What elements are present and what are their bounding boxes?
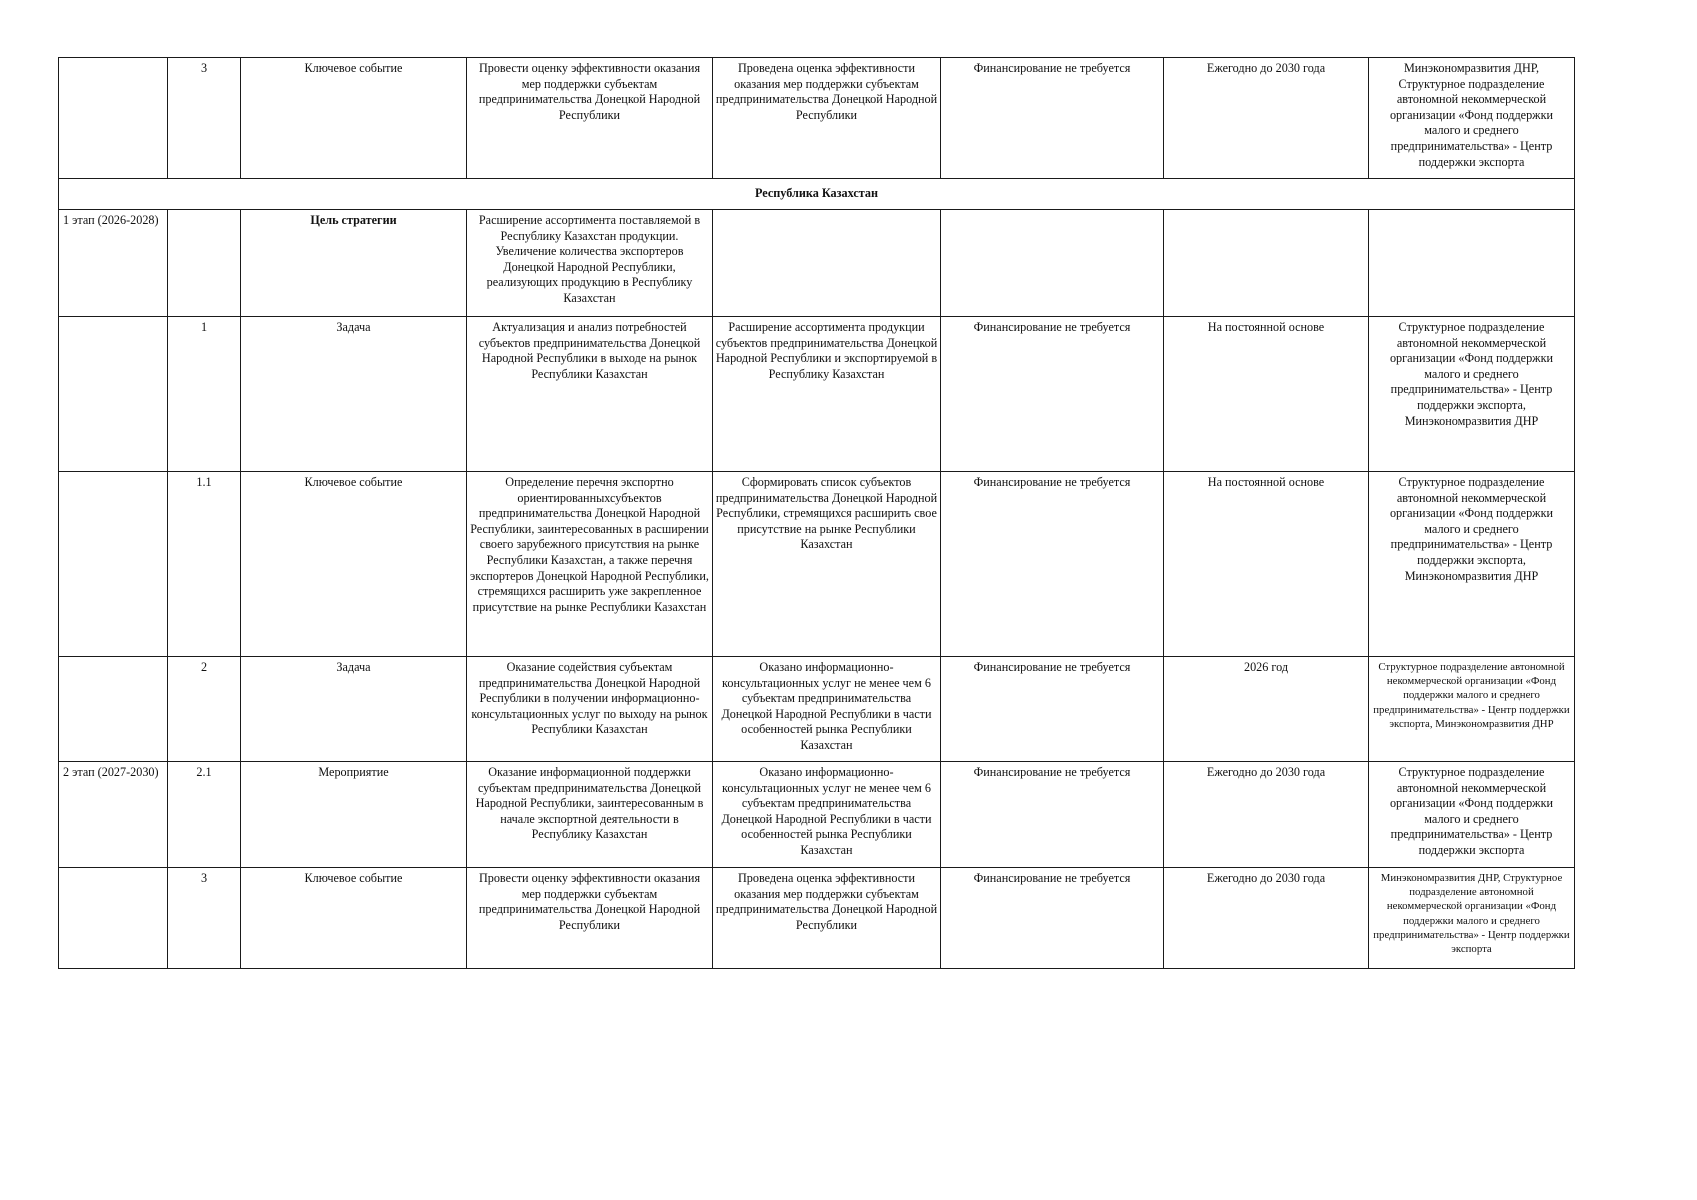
term-cell: Ежегодно до 2030 года bbox=[1164, 868, 1369, 969]
description-cell: Провести оценку эффективности оказания мер поддержки субъектам предпринимательства Донецкой Народной Республики bbox=[467, 58, 713, 179]
type-cell: Ключевое событие bbox=[241, 58, 467, 179]
responsible-cell: Структурное подразделение автономной некоммерческой организации «Фонд поддержки малого и среднего предпринимательства» - Центр поддержки экспорта, Минэкономразвития ДНР bbox=[1369, 472, 1575, 657]
funding-cell: Финансирование не требуется bbox=[941, 762, 1164, 868]
responsible-cell: Минэкономразвития ДНР, Структурное подразделение автономной некоммерческой организации «Фонд поддержки малого и среднего предпринимательства» - Центр поддержки экспорта bbox=[1369, 58, 1575, 179]
responsible-cell: Структурное подразделение автономной некоммерческой организации «Фонд поддержки малого и среднего предпринимательства» - Центр поддержки экспорта bbox=[1369, 762, 1575, 868]
funding-cell: Финансирование не требуется bbox=[941, 58, 1164, 179]
number-cell bbox=[168, 210, 241, 317]
number-cell: 3 bbox=[168, 868, 241, 969]
funding-cell bbox=[941, 210, 1164, 317]
stage-cell bbox=[59, 868, 168, 969]
table-row bbox=[59, 58, 1575, 179]
result-cell: Оказано информационно-консультационных услуг не менее чем 6 субъектам предпринимательства Донецкой Народной Республики в части особенностей рынка Республики Казахстан bbox=[713, 657, 941, 762]
description-cell: Провести оценку эффективности оказания мер поддержки субъектам предпринимательства Донецкой Народной Республики bbox=[467, 868, 713, 969]
responsible-cell bbox=[1369, 210, 1575, 317]
term-cell: На постоянной основе bbox=[1164, 317, 1369, 472]
responsible-cell: Минэкономразвития ДНР, Структурное подразделение автономной некоммерческой организации «Фонд поддержки малого и среднего предпринимательства» - Центр поддержки экспорта bbox=[1369, 868, 1575, 969]
result-cell: Расширение ассортимента продукции субъектов предпринимательства Донецкой Народной Республики и экспортируемой в Республику Казахстан bbox=[713, 317, 941, 472]
funding-cell: Финансирование не требуется bbox=[941, 657, 1164, 762]
description-cell: Оказание содействия субъектам предпринимательства Донецкой Народной Республики в получении информационно-консультационных услуг по выходу на рынок Республики Казахстан bbox=[467, 657, 713, 762]
term-cell: 2026 год bbox=[1164, 657, 1369, 762]
result-cell: Сформировать список субъектов предпринимательства Донецкой Народной Республики, стремящихся расширить свое присутствие на рынке Республики Казахстан bbox=[713, 472, 941, 657]
table-row bbox=[59, 657, 1575, 762]
type-cell: Цель стратегии bbox=[241, 210, 467, 317]
result-cell: Проведена оценка эффективности оказания мер поддержки субъектам предпринимательства Донецкой Народной Республики bbox=[713, 868, 941, 969]
number-cell: 1 bbox=[168, 317, 241, 472]
type-cell: Ключевое событие bbox=[241, 472, 467, 657]
term-cell: Ежегодно до 2030 года bbox=[1164, 762, 1369, 868]
funding-cell: Финансирование не требуется bbox=[941, 868, 1164, 969]
term-cell bbox=[1164, 210, 1369, 317]
result-cell bbox=[713, 210, 941, 317]
description-cell: Оказание информационной поддержки субъектам предпринимательства Донецкой Народной Республики, заинтересованным в начале экспортной деятельности в Республику Казахстан bbox=[467, 762, 713, 868]
result-cell: Оказано информационно-консультационных услуг не менее чем 6 субъектам предпринимательства Донецкой Народной Республики в части особенностей рынка Республики Казахстан bbox=[713, 762, 941, 868]
number-cell: 3 bbox=[168, 58, 241, 179]
funding-cell: Финансирование не требуется bbox=[941, 317, 1164, 472]
description-cell: Расширение ассортимента поставляемой в Республику Казахстан продукции. Увеличение количества экспортеров Донецкой Народной Республики, реализующих продукцию в Республику Казахстан bbox=[467, 210, 713, 317]
number-cell: 1.1 bbox=[168, 472, 241, 657]
term-cell: Ежегодно до 2030 года bbox=[1164, 58, 1369, 179]
section-row bbox=[59, 179, 1575, 210]
table-row bbox=[59, 762, 1575, 868]
type-cell: Мероприятие bbox=[241, 762, 467, 868]
stage-cell: 2 этап (2027-2030) bbox=[59, 762, 168, 868]
type-cell: Задача bbox=[241, 317, 467, 472]
stage-cell bbox=[59, 58, 168, 179]
term-cell: На постоянной основе bbox=[1164, 472, 1369, 657]
description-cell: Актуализация и анализ потребностей субъектов предпринимательства Донецкой Народной Республики в выходе на рынок Республики Казахстан bbox=[467, 317, 713, 472]
plan-table bbox=[58, 57, 1575, 969]
stage-cell bbox=[59, 317, 168, 472]
stage-cell bbox=[59, 472, 168, 657]
funding-cell: Финансирование не требуется bbox=[941, 472, 1164, 657]
table-row bbox=[59, 210, 1575, 317]
table-row bbox=[59, 317, 1575, 472]
type-cell: Задача bbox=[241, 657, 467, 762]
responsible-cell: Структурное подразделение автономной некоммерческой организации «Фонд поддержки малого и среднего предпринимательства» - Центр поддержки экспорта, Минэкономразвития ДНР bbox=[1369, 657, 1575, 762]
number-cell: 2 bbox=[168, 657, 241, 762]
description-cell: Определение перечня экспортно ориентированныхсубъектов предпринимательства Донецкой Народной Республики, заинтересованных в расширении своего зарубежного присутствия на рынке Республики Казахстан, а также перечня экспортеров Донецкой Народной Республики, стремящихся расширить уже закрепленное присутствие на рынке Республики Казахстан bbox=[467, 472, 713, 657]
table-row bbox=[59, 868, 1575, 969]
table-row bbox=[59, 472, 1575, 657]
stage-cell: 1 этап (2026-2028) bbox=[59, 210, 168, 317]
stage-cell bbox=[59, 657, 168, 762]
responsible-cell: Структурное подразделение автономной некоммерческой организации «Фонд поддержки малого и среднего предпринимательства» - Центр поддержки экспорта, Минэкономразвития ДНР bbox=[1369, 317, 1575, 472]
type-cell: Ключевое событие bbox=[241, 868, 467, 969]
number-cell: 2.1 bbox=[168, 762, 241, 868]
section-title: Республика Казахстан bbox=[59, 179, 1575, 210]
result-cell: Проведена оценка эффективности оказания мер поддержки субъектам предпринимательства Донецкой Народной Республики bbox=[713, 58, 941, 179]
